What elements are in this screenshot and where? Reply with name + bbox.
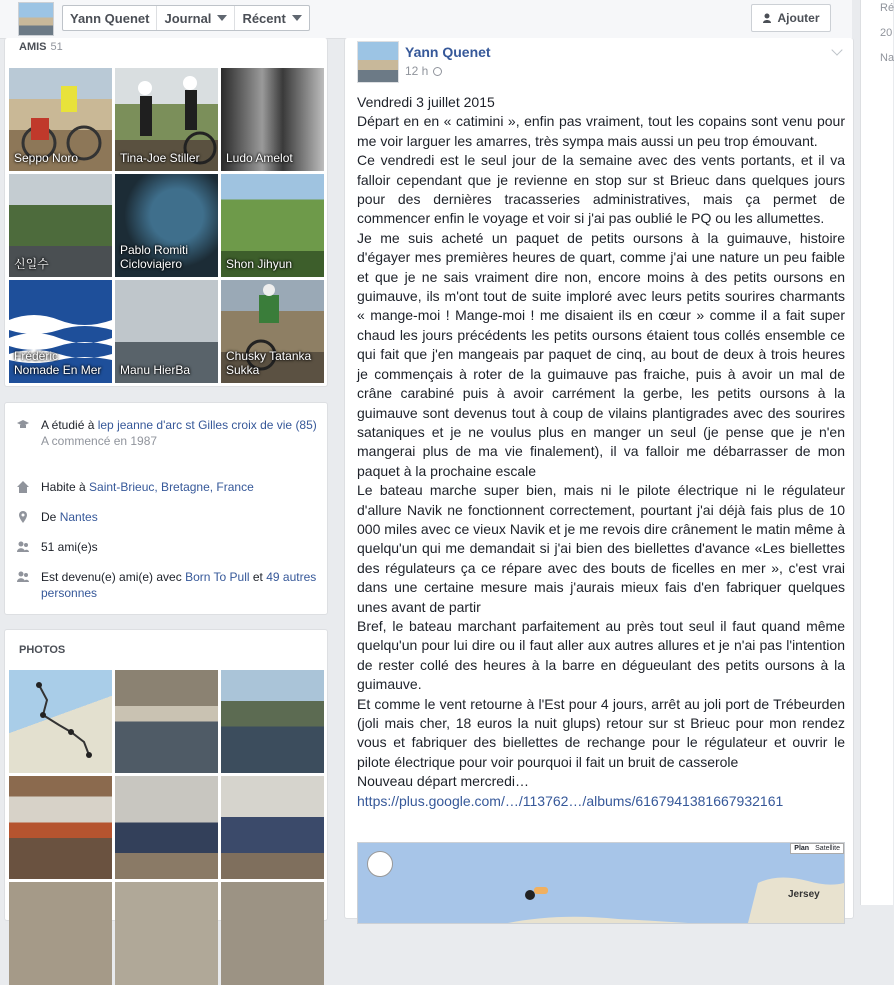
friend-tile[interactable]: [115, 280, 218, 383]
graduation-cap-icon: [17, 419, 29, 431]
map-land: [358, 843, 844, 923]
about-friends-count: 51 ami(e)s: [17, 539, 317, 555]
photo-tile[interactable]: [115, 776, 218, 879]
album-link[interactable]: https://plus.google.com/…/113762…/albums/6167941381667932161: [357, 792, 784, 809]
friend-name[interactable]: Shon Jihyun: [226, 257, 293, 271]
photo-route-map: [9, 670, 112, 773]
about-lives-in: Habite à Saint-Brieuc, Bretagne, France: [17, 479, 317, 495]
friends-title[interactable]: AMIS 51: [19, 41, 63, 53]
post-author-avatar[interactable]: [357, 41, 399, 83]
friend-tile[interactable]: [9, 174, 112, 277]
photo-tile[interactable]: [9, 670, 112, 773]
post-paragraph: Nouveau départ mercredi…: [357, 773, 529, 790]
breadcrumb: [62, 5, 310, 31]
friends-card: [4, 38, 328, 387]
profile-top-bar: [0, 0, 852, 39]
friend-name[interactable]: Manu HierBa: [120, 363, 191, 377]
photo-tile[interactable]: [221, 670, 324, 773]
photo-tile[interactable]: [221, 776, 324, 879]
friend-name[interactable]: 신일수: [14, 257, 49, 271]
friend-name[interactable]: Pablo Romiti Cicloviajero: [120, 243, 189, 271]
post-timestamp: [405, 64, 442, 78]
post-text: [357, 93, 845, 811]
lives-place-link[interactable]: Saint-Brieuc, Bretagne, France: [89, 480, 254, 494]
photos-title[interactable]: PHOTOS: [19, 644, 66, 656]
friend-tile[interactable]: [9, 68, 112, 171]
friends-icon: [17, 571, 29, 583]
location-pin-icon: [17, 511, 29, 523]
crumb-recent-dropdown[interactable]: Récent: [235, 6, 308, 30]
friend-tile[interactable]: [221, 280, 324, 383]
photo-tile[interactable]: [115, 670, 218, 773]
intro-card: [4, 402, 328, 615]
about-became-friends: Est devenu(e) ami(e) avec Born To Pull et 49 autres personnes: [17, 569, 317, 601]
photos-card: [4, 629, 328, 921]
crumb-journal-dropdown[interactable]: Journal: [157, 6, 235, 30]
add-friend-button[interactable]: Ajouter: [751, 4, 831, 32]
profile-avatar-small[interactable]: [18, 2, 54, 36]
friends-icon: [17, 541, 29, 553]
map-embed[interactable]: [357, 842, 845, 924]
others-link[interactable]: 49 autres personnes: [41, 570, 317, 600]
post-paragraph: Bref, le bateau marchant parfaitement au près tout seul il faut quand même quelqu'un pour lui dire ou il faut aller aux autres allures et je n'ai pas l'intention de rester collé des heures à la barre en dégueulant des petits oursons à la guimauve.: [357, 617, 845, 693]
post-paragraph: Vendredi 3 juillet 2015: [357, 94, 495, 110]
home-icon: [17, 481, 29, 493]
friend-tile[interactable]: [115, 174, 218, 277]
hometown-link[interactable]: Nantes: [59, 510, 98, 524]
photo-tile[interactable]: [221, 882, 324, 985]
friend-name[interactable]: Seppo Noro: [14, 151, 79, 165]
post-paragraph: Et comme le vent retourne à l'Est pour 4 jours, arrêt au joli port de Trébeurden (joli mais cher, 18 euros la nuit glups) retour sur st Brieuc pour mon rendez vous et fabriquer des biellettes de rechange pour le régulateur et ouvrir le pilote électrique pour voir pourquoi il fait un bruit de casserole: [357, 695, 845, 770]
post-options-chevron-icon[interactable]: [831, 44, 842, 55]
post-author-name[interactable]: Yann Quenet: [405, 44, 491, 60]
post-paragraph: Je me suis acheté un paquet de petits oursons à la guimauve, histoire d'égayer mes premières heures de quart, comme j'ai une nature un peu faible et que je ne sais vraiment dire non, encore moins à des petits oursons en guimauve, ils m'ont tout de suite imploré avec leurs petits sourires charmants « mange-moi ! Mange-moi ! me disaient ils en cœur » comme il a fait super chaud les jours précédents les petits oursons étaient tous collés ensemble ce qui fait que j'en mangeais par paquet de cinq, au bout de deux à trois heures je commençais à roter de la guimauve pas fraiche, puis à avoir un mal de crâne carabiné puis à avoir carrément la gerbe, les petits oursons à la guimauve sont devenus tout à coup de vilains plantigrades avec des sourires sataniques et je ne voulus plus en manger un seul (je pense que je n'en mangerai plus de ma vie finalement), il va falloir me débarrasser de mon paquet à la prochaine escale: [357, 229, 845, 479]
photos-grid: [9, 670, 324, 985]
post-paragraph: Ce vendredi est le seul jour de la semaine avec des vents portants, et il va falloir cependant que je revienne en stop sur st Brieuc dans quelques jours pour des dernières tracasseries administratives, mais ça permet de commencer enfin le voyage et voir si j'ai pas oublié le PQ ou les allumettes.: [357, 152, 845, 227]
friends-grid: [9, 68, 324, 383]
photo-tile[interactable]: [115, 882, 218, 985]
about-education: A étudié à lep jeanne d'arc st Gilles croix de vie (85) A commencé en 1987: [17, 417, 317, 449]
friend-name[interactable]: Ludo Amelot: [226, 151, 293, 165]
map-tab-satellite[interactable]: Satellite: [815, 845, 840, 852]
map-tab-plan[interactable]: Plan: [794, 845, 810, 852]
map-zoom-control[interactable]: [367, 851, 393, 877]
timeline-post: [344, 38, 854, 919]
post-paragraph: Le bateau marche super bien, mais ni le pilote électrique ni le régulateur d'allure Navik ne fonctionnent correctement, pourtant j'ai déjà fais plus de 10 000 miles avec ce vieux Navik et je me revois dire crânement le matin même à quelqu'un qui me demandait si j'ai bien des biellettes d'avance «Les biellettes des régulateurs ça ce répare avec des bouts de ficelles en mer », c'est vrai dans une certaine mesure mais j'aurais mieux fais d'en fabriquer quelques unes avant de partir: [357, 482, 845, 615]
friend-name[interactable]: Frédéric Nomade En Mer: [14, 349, 102, 377]
add-friend-icon: [763, 13, 773, 24]
about-from: De Nantes: [17, 509, 317, 525]
map-place-label: Jersey: [788, 889, 820, 900]
friend-tile[interactable]: [221, 174, 324, 277]
chevron-down-icon: [292, 15, 302, 21]
post-paragraph: Départ en en « catimini », enfin pas vraiment, tout les copains sont venu pour me voir larguer les amarres, très sympa mais aussi un peu trop émouvant.: [357, 113, 845, 149]
right-strip-text: Ré: [880, 2, 894, 14]
friend-name[interactable]: Chusky Tatanka Sukka: [226, 349, 312, 377]
friend-tile[interactable]: [221, 68, 324, 171]
post-time-link[interactable]: 12 h: [405, 64, 429, 78]
right-strip-text: 20: [880, 27, 893, 39]
crumb-profile-name[interactable]: Yann Quenet: [63, 6, 157, 30]
map-type-tabs: [790, 843, 844, 854]
friends-count: 51: [50, 41, 63, 53]
chevron-down-icon: [217, 15, 227, 21]
friend-tile[interactable]: [115, 68, 218, 171]
right-sidebar-edge: [860, 0, 893, 905]
photo-tile[interactable]: [9, 776, 112, 879]
friend-tile[interactable]: [9, 280, 112, 383]
school-link[interactable]: lep jeanne d'arc st Gilles croix de vie (85): [97, 418, 317, 432]
friend-name[interactable]: Tina-Joe Stiller: [120, 151, 200, 165]
photo-tile[interactable]: [9, 882, 112, 985]
friend-link[interactable]: Born To Pull: [185, 570, 250, 584]
right-strip-text: Na: [880, 52, 894, 64]
globe-icon: [433, 67, 442, 76]
study-since: A commencé en 1987: [41, 434, 158, 448]
